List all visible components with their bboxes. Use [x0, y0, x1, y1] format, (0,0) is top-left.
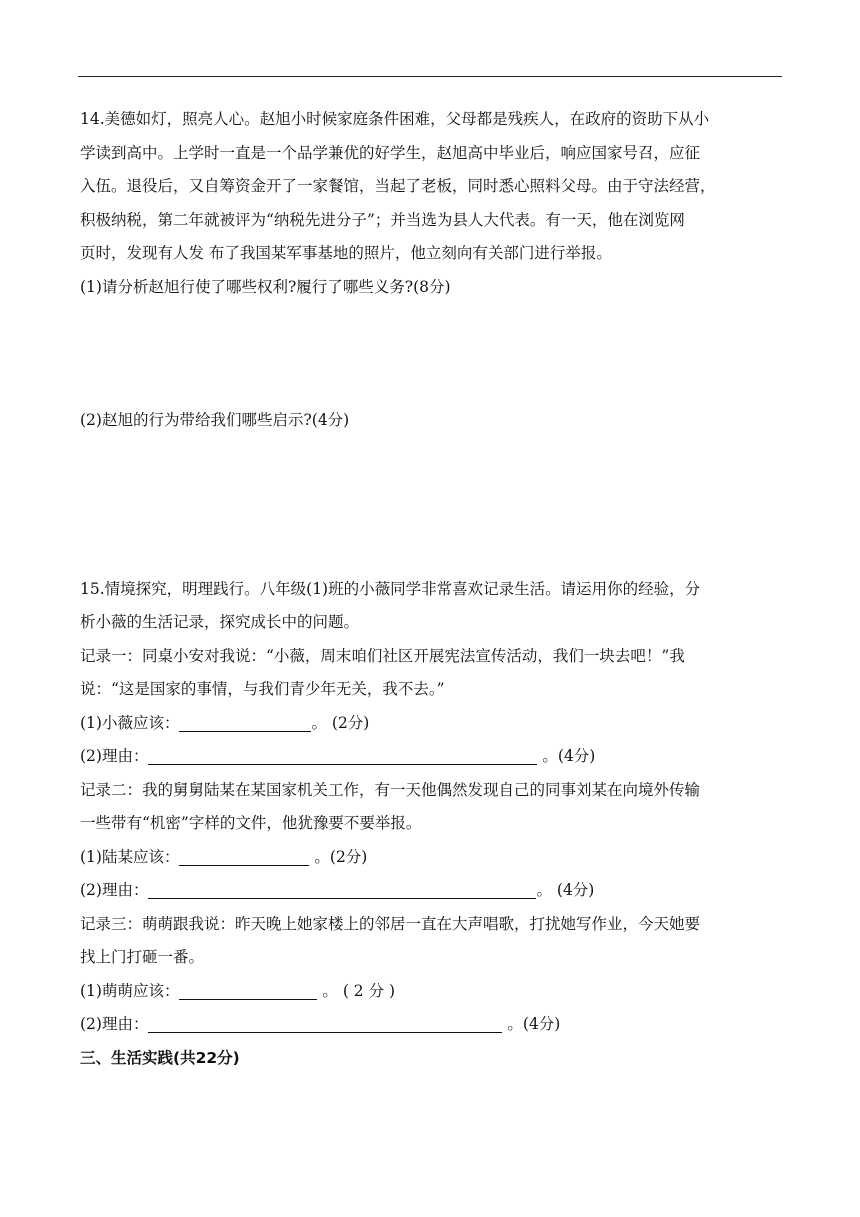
- question-score: 。 (4分): [536, 881, 595, 899]
- question-label: (1)小薇应该：: [80, 713, 180, 732]
- record-1-question-1: [80, 707, 782, 741]
- q15-intro-line: 15.情境探究，明理践行。八年级(1)班的小薇同学非常喜欢记录生活。请运用你的经验，分: [80, 579, 701, 598]
- record-2-line: 记录二：我的舅舅陆某在某国家机关工作，有一天他偶然发现自己的同事刘某在向境外传输: [80, 780, 701, 799]
- q14-subquestion-2: (2)赵旭的行为带给我们哪些启示?(4分): [80, 411, 350, 429]
- answer-blank[interactable]: [179, 979, 317, 1000]
- question-score: 。(2分): [309, 847, 368, 866]
- answer-blank[interactable]: [148, 744, 537, 765]
- record-1-line: 记录一：同桌小安对我说：“小薇，周末咱们社区开展宪法宣传活动，我们一块去吧！”我: [80, 646, 685, 665]
- record-2-question-2: [80, 874, 782, 908]
- question-score: 。(4分): [537, 747, 596, 765]
- q14-subquestion-1: (1)请分析赵旭行使了哪些权利?履行了哪些义务?(8分): [80, 277, 451, 296]
- q14-line: 页时，发现有人发 布了我国某军事基地的照片，他立刻向有关部门进行举报。: [80, 244, 612, 262]
- record-1-line: 说：“这是国家的事情，与我们青少年无关，我不去。”: [80, 680, 445, 698]
- q14-line: 积极纳税，第二年就被评为“纳税先进分子”；并当选为县人大代表。有一天，他在浏览网: [80, 210, 685, 229]
- record-1-question-2: [80, 740, 782, 774]
- section-3-title: 三、生活实践(共22分): [80, 1048, 240, 1067]
- question-14: [80, 103, 782, 573]
- question-label: (1)陆某应该：: [80, 847, 180, 866]
- q14-line: 14.美德如灯，照亮人心。赵旭小时候家庭条件困难，父母都是残疾人，在政府的资助下从小: [80, 110, 710, 128]
- question-score: 。(4分): [502, 1015, 561, 1033]
- answer-blank[interactable]: [148, 878, 536, 899]
- question-label: (2)理由：: [80, 747, 149, 765]
- answer-space: [80, 304, 782, 404]
- header-rule: [78, 76, 782, 77]
- answer-blank[interactable]: [179, 711, 311, 732]
- record-3-line: 找上门打砸一番。: [80, 948, 205, 966]
- q15-intro-line: 析小薇的生活记录，探究成长中的问题。: [80, 613, 360, 631]
- record-2-question-1: [80, 841, 782, 875]
- record-3-question-2: [80, 1008, 782, 1042]
- answer-blank[interactable]: [179, 845, 309, 866]
- record-3-line: 记录三：萌萌跟我说：昨天晚上她家楼上的邻居一直在大声唱歌，打扰她写作业，今天她要: [80, 914, 701, 933]
- question-label: (2)理由：: [80, 881, 149, 899]
- question-label: (1)萌萌应该：: [80, 981, 180, 1000]
- question-15: [80, 573, 782, 1042]
- record-2-line: 一些带有“机密”字样的文件，他犹豫要不要举报。: [80, 814, 422, 832]
- answer-blank[interactable]: [148, 1012, 502, 1033]
- page-content: [80, 103, 782, 1075]
- q14-line: 入伍。退役后，又自筹资金开了一家餐馆，当起了老板，同时悉心照料父母。由于守法经营，: [80, 177, 716, 195]
- answer-space: [80, 438, 782, 573]
- question-score: 。 (2分): [311, 713, 370, 732]
- question-score: 。 ( 2 分 ): [317, 981, 396, 1000]
- question-label: (2)理由：: [80, 1015, 149, 1033]
- q14-line: 学读到高中。上学时一直是一个品学兼优的好学生，赵旭高中毕业后，响应国家号召，应征: [80, 143, 701, 162]
- record-3-question-1: [80, 975, 782, 1009]
